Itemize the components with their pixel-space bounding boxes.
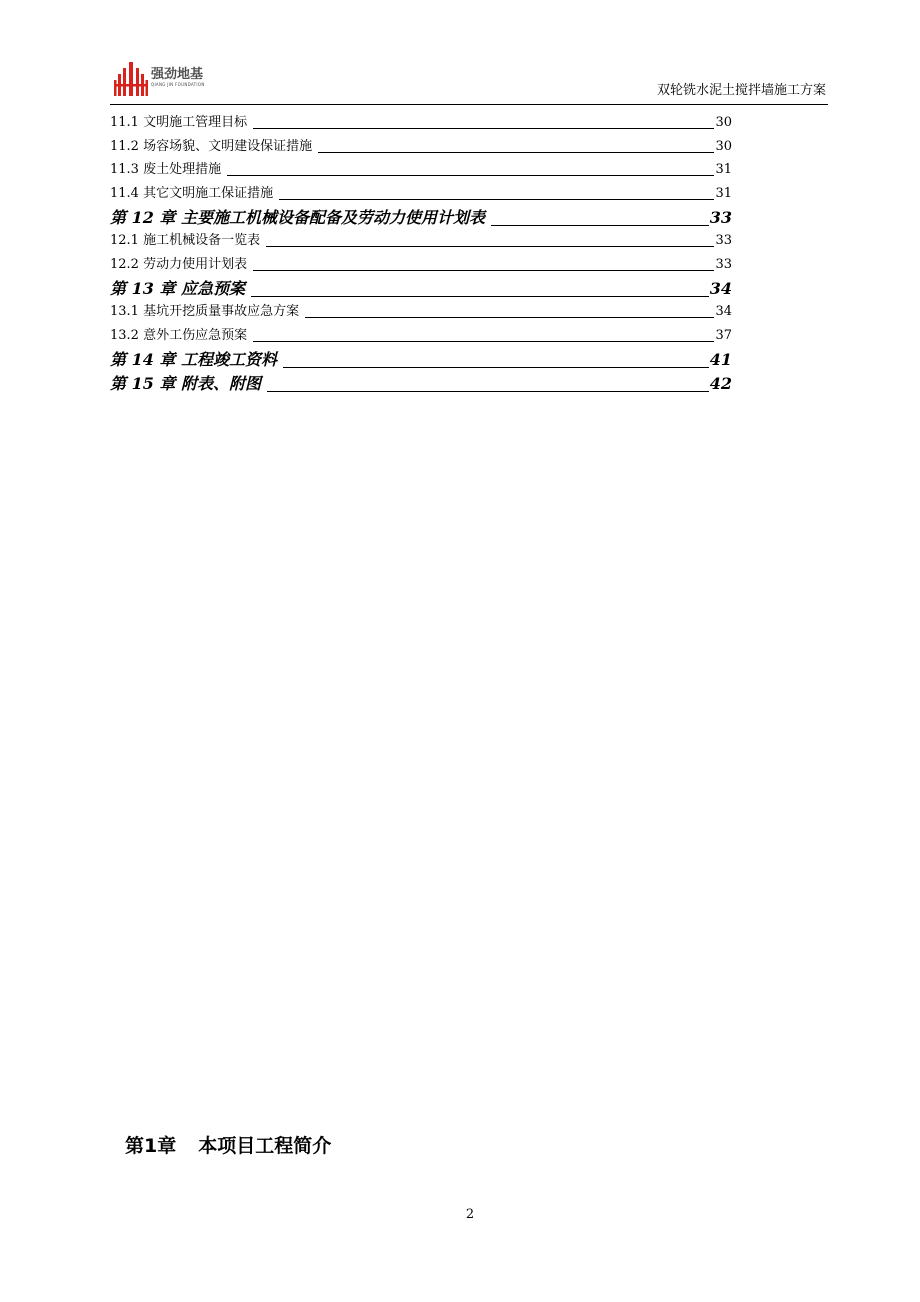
toc-entry-page: 42 <box>709 374 732 393</box>
toc-entry-title: 第 13 章 应急预案 <box>110 279 245 298</box>
toc-leader-line <box>279 199 714 200</box>
logo-en-text: QIANG JIN FOUNDATION <box>151 82 205 87</box>
toc-entry-page: 30 <box>715 115 732 130</box>
toc-section-entry[interactable] <box>110 182 732 206</box>
toc-chapter-entry[interactable] <box>110 276 732 300</box>
toc-entry-page: 34 <box>715 304 732 319</box>
toc-entry-title: 13.2 意外工伤应急预案 <box>110 327 248 343</box>
toc-entry-page: 33 <box>715 233 732 248</box>
toc-section-entry[interactable] <box>110 253 732 277</box>
toc-entry-page: 37 <box>715 327 732 343</box>
page-header <box>110 60 828 105</box>
toc-entry-page: 31 <box>715 185 732 201</box>
page-number: 2 <box>465 1207 475 1222</box>
toc-leader-line <box>267 391 709 392</box>
toc-leader-line <box>305 317 714 318</box>
chapter-heading <box>125 1131 331 1158</box>
toc-entry-page: 33 <box>709 208 732 227</box>
toc-chapter-entry[interactable] <box>110 347 732 371</box>
toc-entry-title: 12.2 劳动力使用计划表 <box>110 256 248 272</box>
toc-entry-page: 31 <box>715 162 732 177</box>
toc-leader-line <box>283 367 709 368</box>
toc-entry-title: 12.1 施工机械设备一览表 <box>110 233 261 248</box>
toc-chapter-entry[interactable] <box>110 205 732 229</box>
toc-leader-line <box>491 225 709 226</box>
toc-leader-line <box>253 341 714 342</box>
toc-entry-title: 11.4 其它文明施工保证措施 <box>110 185 274 201</box>
toc-leader-line <box>253 128 714 129</box>
toc-leader-line <box>251 296 709 297</box>
toc-chapter-entry[interactable] <box>110 371 732 395</box>
toc-entry-title: 11.3 废土处理措施 <box>110 162 222 177</box>
toc-section-entry[interactable] <box>110 111 732 135</box>
chapter-number: 第1章 <box>125 1135 177 1157</box>
toc-leader-line <box>266 246 714 247</box>
logo-cn-text: 强劲地基 <box>151 67 204 82</box>
table-of-contents <box>110 111 732 395</box>
chapter-title: 本项目工程简介 <box>198 1135 332 1157</box>
toc-leader-line <box>318 152 714 153</box>
toc-entry-title: 11.2 场容场貌、文明建设保证措施 <box>110 138 313 154</box>
company-logo <box>114 62 205 96</box>
logo-text <box>151 68 205 88</box>
toc-entry-title: 第 12 章 主要施工机械设备配备及劳动力使用计划表 <box>110 208 485 227</box>
toc-section-entry[interactable] <box>110 229 732 253</box>
toc-leader-line <box>227 175 714 176</box>
toc-entry-page: 41 <box>709 350 732 369</box>
toc-section-entry[interactable] <box>110 135 732 159</box>
toc-entry-title: 11.1 文明施工管理目标 <box>110 115 248 130</box>
toc-entry-page: 30 <box>715 138 732 154</box>
toc-section-entry[interactable] <box>110 324 732 348</box>
document-title: 双轮铣水泥土搅拌墙施工方案 <box>656 83 826 98</box>
toc-entry-page: 33 <box>715 256 732 272</box>
toc-entry-title: 第 14 章 工程竣工资料 <box>110 350 277 369</box>
toc-entry-page: 34 <box>709 279 732 298</box>
toc-section-entry[interactable] <box>110 300 732 324</box>
toc-entry-title: 第 15 章 附表、附图 <box>110 374 261 393</box>
toc-entry-title: 13.1 基坑开挖质量事故应急方案 <box>110 304 300 319</box>
toc-leader-line <box>253 270 714 271</box>
logo-mark-icon <box>114 62 148 96</box>
toc-section-entry[interactable] <box>110 158 732 182</box>
